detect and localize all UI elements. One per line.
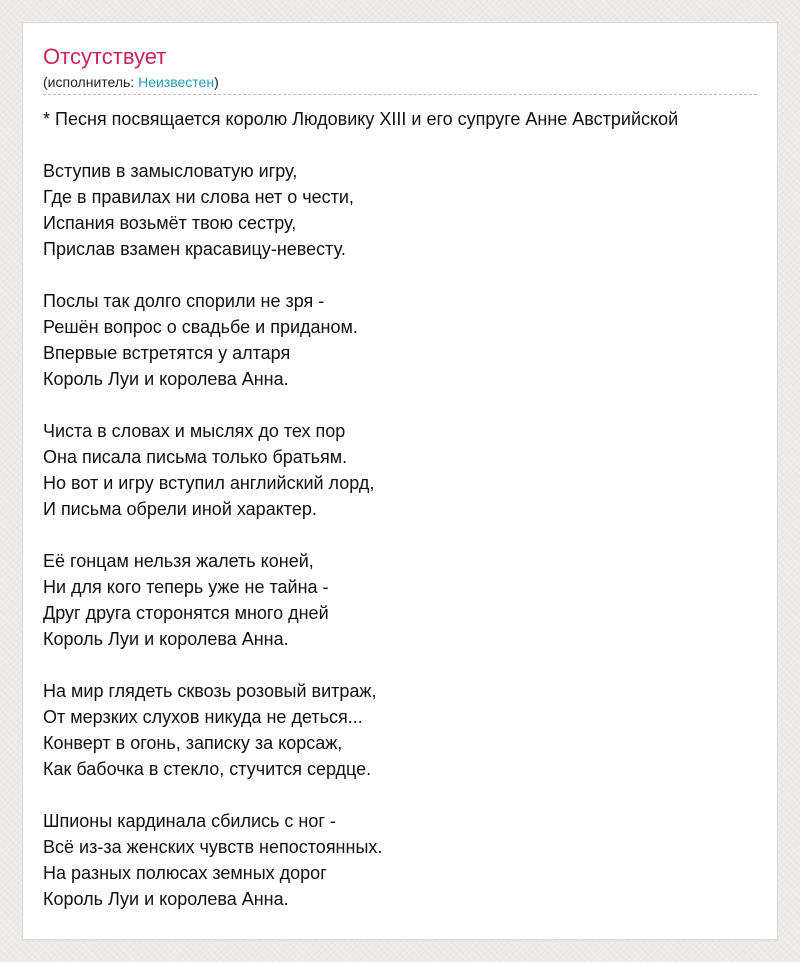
lyrics-card	[22, 22, 778, 940]
stanza	[43, 548, 767, 652]
lyric-line: Впервые встретятся у алтаря	[43, 343, 291, 363]
lyric-line: Король Луи и королева Анна.	[43, 629, 289, 649]
artist-link[interactable]: Неизвестен	[138, 74, 215, 90]
lyric-line: Как бабочка в стекло, стучится сердце.	[43, 759, 372, 779]
stanza	[43, 808, 767, 912]
lyric-line: Испания возьмёт твою сестру,	[43, 213, 297, 233]
lyric-line: Чиста в словах и мыслях до тех пор	[43, 421, 346, 441]
stanza	[43, 678, 767, 782]
lyric-line: Друг друга сторонятся много дней	[43, 603, 329, 623]
stanza	[43, 158, 767, 262]
artist-suffix: )	[214, 74, 219, 90]
lyric-line: Вступив в замысловатую игру,	[43, 161, 298, 181]
lyrics-text	[43, 106, 767, 938]
lyric-line: Но вот и игру вступил английский лорд,	[43, 473, 375, 493]
lyric-line: Послы так долго спорили не зря -	[43, 291, 325, 311]
lyric-line: На мир глядеть сквозь розовый витраж,	[43, 681, 377, 701]
artist-line	[43, 73, 219, 91]
dedication-note: * Песня посвящается королю Людовику XIII и его супруге Анне Австрийской	[43, 109, 679, 129]
lyric-line: Всё из-за женских чувств непостоянных.	[43, 837, 383, 857]
lyric-line: Прислав взамен красавицу-невесту.	[43, 239, 346, 259]
lyric-line: На разных полюсах земных дорог	[43, 863, 327, 883]
song-title: Отсутствует	[43, 44, 167, 69]
lyric-line: Где в правилах ни слова нет о чести,	[43, 187, 354, 207]
lyric-line: Шпионы кардинала сбились с ног -	[43, 811, 336, 831]
artist-prefix: (исполнитель:	[43, 74, 139, 90]
lyric-line: Король Луи и королева Анна.	[43, 889, 289, 909]
lyric-line: Её гонцам нельзя жалеть коней,	[43, 551, 314, 571]
stanza	[43, 418, 767, 522]
lyric-line: Конверт в огонь, записку за корсаж,	[43, 733, 343, 753]
lyric-line: Ни для кого теперь уже не тайна -	[43, 577, 329, 597]
dashed-divider	[43, 94, 757, 95]
lyric-line: Она писала письма только братьям.	[43, 447, 348, 467]
lyric-line: От мерзких слухов никуда не деться...	[43, 707, 363, 727]
stanza	[43, 288, 767, 392]
lyric-line: Король Луи и королева Анна.	[43, 369, 289, 389]
lyric-line: Решён вопрос о свадьбе и приданом.	[43, 317, 358, 337]
lyric-line: И письма обрели иной характер.	[43, 499, 317, 519]
